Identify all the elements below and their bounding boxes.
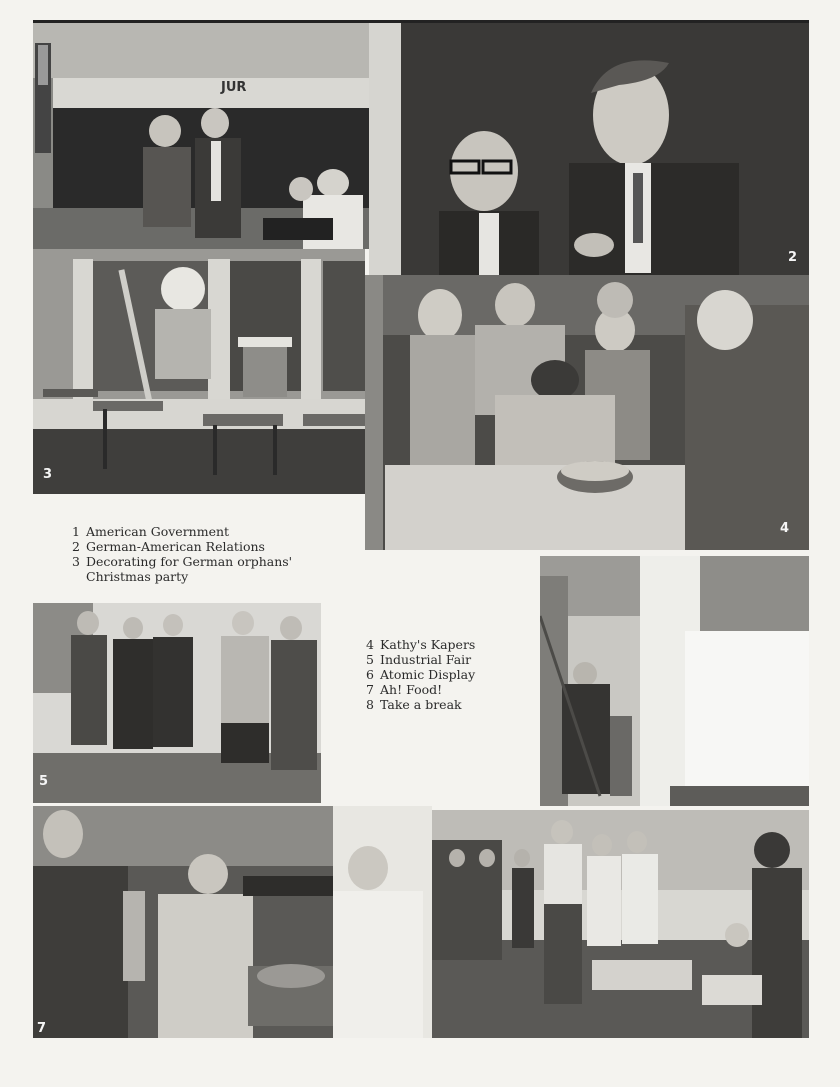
photo-number: 4 (779, 521, 789, 536)
caption-item: 1 American Government (72, 524, 230, 539)
captions-left (72, 524, 292, 584)
photo-atomic-display (540, 556, 809, 806)
caption-item: 3 Decorating for German orphans' (72, 554, 293, 569)
kitchen-scene (33, 806, 432, 1038)
photo-number: 3 (43, 467, 53, 482)
party-cake-scene (365, 275, 809, 550)
photo-number: 2 (787, 250, 797, 265)
photo-take-a-break (432, 810, 809, 1038)
caption-item: 6 Atomic Display (366, 667, 476, 682)
photo-ah-food (33, 806, 432, 1038)
classroom-scene (33, 23, 369, 249)
photo-american-government (33, 23, 369, 249)
caption-item: 4 Kathy's Kapers (366, 637, 476, 652)
caption-item: 5 Industrial Fair (366, 652, 472, 667)
exhibit-hall-scene (540, 556, 809, 806)
photo-christmas-decorating (33, 249, 365, 494)
decorated-windows-scene (33, 249, 365, 494)
captions-right (366, 637, 475, 712)
photo-industrial-fair (33, 603, 321, 803)
caption-item: Christmas party (86, 569, 189, 584)
photo-kathys-kapers (365, 275, 809, 550)
gym-scene (432, 810, 809, 1038)
caption-item: 2 German-American Relations (72, 539, 265, 554)
photo-german-american-relations (369, 23, 809, 275)
caption-item: 8 Take a break (366, 697, 462, 712)
chalkboard-sign: JUR (221, 80, 247, 95)
caption-item: 7 Ah! Food! (366, 682, 443, 697)
walking-group-scene (33, 603, 321, 803)
photo-number: 5 (39, 774, 49, 789)
two-men-scene (369, 23, 809, 275)
photo-number: 7 (37, 1021, 47, 1036)
